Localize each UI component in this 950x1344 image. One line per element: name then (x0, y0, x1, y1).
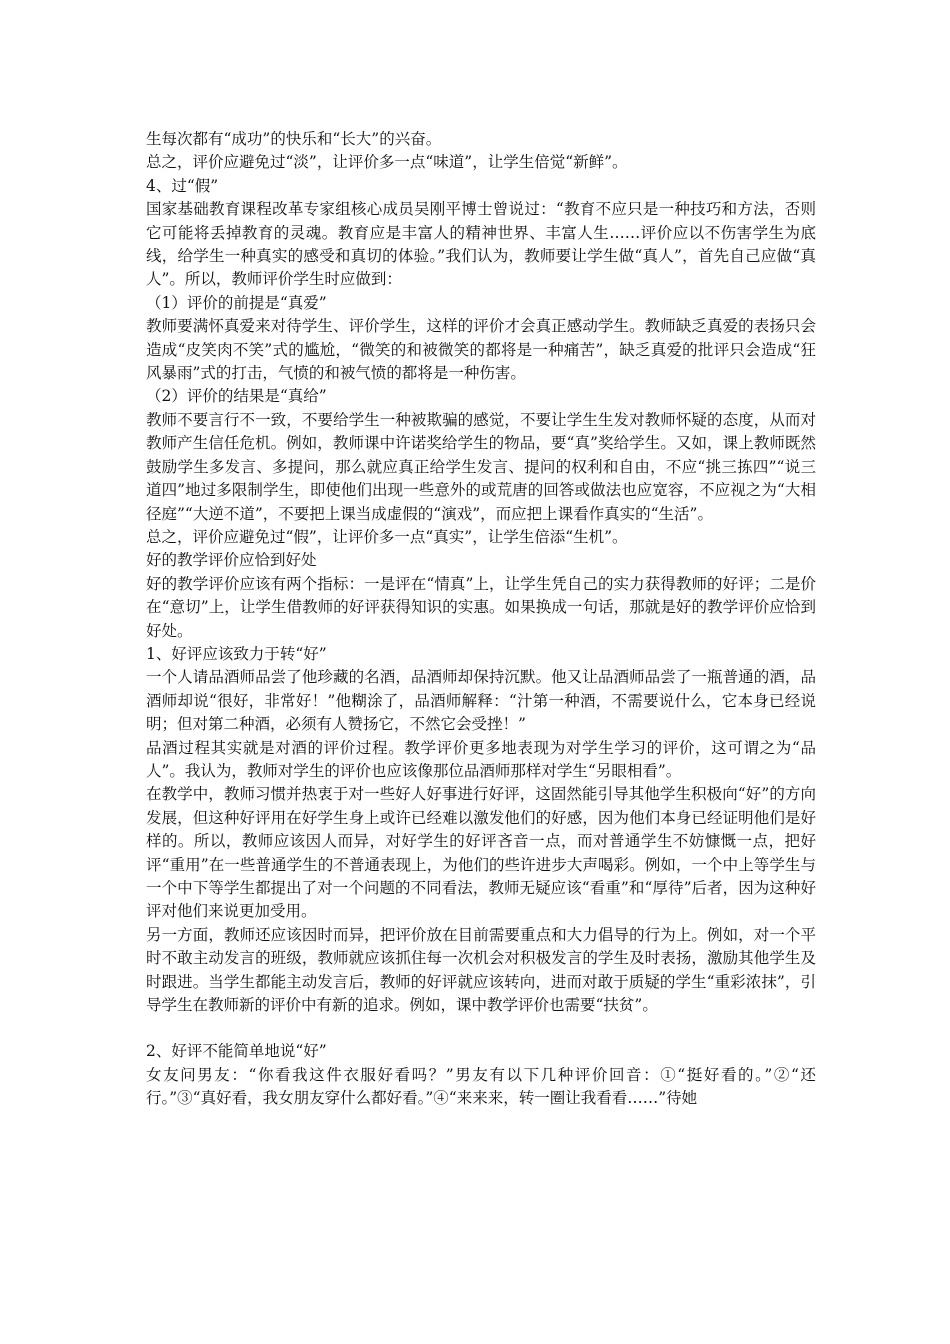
paragraph: 一个人请品酒师品尝了他珍藏的名酒，品酒师却保持沉默。他又让品酒师品尝了一瓶普通的酒，品酒师却说“很好，非常好！”他糊涂了，品酒师解释：“汁第一种酒，不需要说什么，它本身已经说明；但对第二种酒，必须有人赞扬它，不然它会受挫！” (146, 668, 816, 734)
paragraph: 品酒过程其实就是对酒的评价过程。教学评价更多地表现为对学生学习的评价，这可谓之为“品人”。我认为，教师对学生的评价也应该像那位品酒师那样对学生“另眼相看”。 (146, 738, 816, 780)
paragraph: 国家基础教育课程改革专家组核心成员吴刚平博士曾说过：“教育不应只是一种技巧和方法，否则它可能将丢掉教育的灵魂。教育应是丰富人的精神世界、丰富人生……评价应以不伤害学生为底线，给学生一种真实的感受和真切的体验。”我们认为，教师要让学生做“真人”，首先自己应做“真人”。所以，教师评价学生时应做到： (146, 200, 816, 289)
paragraph: 总之，评价应避免过“假”，让评价多一点“真实”，让学生倍添“生机”。 (146, 527, 628, 546)
paragraph: 总之，评价应避免过“淡”，让评价多一点“味道”，让学生倍觉“新鲜”。 (146, 153, 628, 172)
section-heading: 1、好评应该致力于转“好” (146, 644, 327, 663)
paragraph: 教师要满怀真爱来对待学生、评价学生，这样的评价才会真正感动学生。教师缺乏真爱的表扬只会造成“皮笑肉不笑”式的尴尬，“微笑的和被微笑的都将是一种痛苦”，缺乏真爱的批评只会造成“狂风暴雨”式的打击，气愤的和被气愤的都将是一种伤害。 (146, 317, 816, 383)
paragraph: 好的教学评价应该有两个指标：一是评在“情真”上，让学生凭自己的实力获得教师的好评；二是价在“意切”上，让学生借教师的好评获得知识的实惠。如果换成一句话，那就是好的教学评价应恰到好处。 (146, 574, 816, 640)
section-heading: 4、过“假” (146, 176, 219, 195)
paragraph: 女友问男友：“你看我这件衣服好看吗？”男友有以下几种评价回音：①“挺好看的。”②“还行。”③“真好看，我女朋友穿什么都好看。”④“来来来，转一圈让我看看……”待她 (146, 1065, 816, 1108)
document-body (146, 128, 816, 1111)
paragraph: 生每次都有“成功”的快乐和“长大”的兴奋。 (146, 130, 442, 148)
paragraph: 在教学中，教师习惯并热衷于对一些好人好事进行好评，这固然能引导其他学生积极向“好”的方向发展，但这种好评用在好学生身上或许已经难以激发他们的好感，因为他们本身已经证明他们是好样的。所以，教师应该因人而异，对好学生的好评吝音一点，而对普通学生不妨慷慨一点，把好评“重用”在一些普通学生的不普通表现上，为他们的些许进步大声喝彩。例如，一个中上等学生与一个中下等学生都提出了对一个问题的不同看法，教师无疑应该“看重”和“厚待”后者，因为这种好评对他们来说更加受用。 (146, 785, 816, 921)
section-heading: 好的教学评价应恰到好处 (146, 551, 317, 570)
paragraph: 另一方面，教师还应该因时而异，把评价放在目前需要重点和大力倡导的行为上。例如，对一个平时不敢主动发言的班级，教师就应该抓住每一次机会对积极发言的学生及时表扬，激励其他学生及时跟进。当学生都能主动发言后，教师的好评就应该转向，进而对敢于质疑的学生“重彩浓抹”，引导学生在教师新的评价中有新的追求。例如，课中教学评价也需要“扶贫”。 (146, 925, 816, 1015)
blank-line (146, 1017, 816, 1040)
section-heading: 2、好评不能简单地说“好” (146, 1042, 327, 1061)
paragraph: 教师不要言行不一致，不要给学生一种被欺骗的感觉，不要让学生生发对教师怀疑的态度，从而对教师产生信任危机。例如，教师课中许诺奖给学生的物品，要“真”奖给学生。又如，课上教师既然鼓励学生多发言、多提问，那么就应真正给学生发言、提问的权利和自由，不应“挑三拣四”“说三道四”地过多限制学生，即使他们出现一些意外的或荒唐的回答或做法也应宽容，不应视之为“大相径庭”“大逆不道”，不要把上课当成虚假的“演戏”，而应把上课看作真实的“生活”。 (146, 410, 816, 523)
subsection-heading: （1）评价的前提是“真爱” (146, 293, 327, 312)
subsection-heading: （2）评价的结果是“真给” (146, 387, 327, 406)
